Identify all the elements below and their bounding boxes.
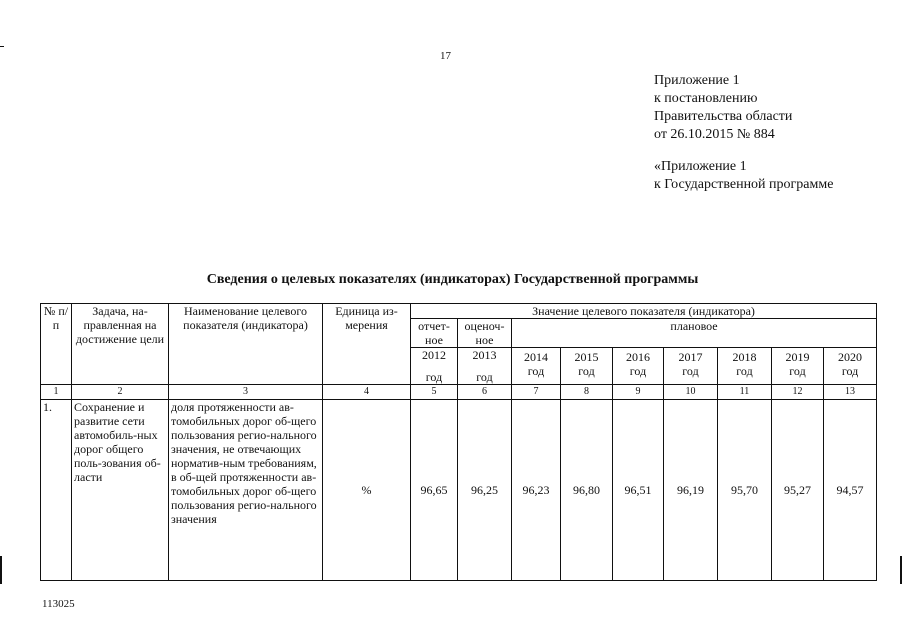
column-number: 12 [772, 385, 824, 400]
year-word: год [425, 370, 443, 384]
header-planned: плановое [512, 319, 877, 348]
header-year [512, 348, 561, 385]
column-number: 4 [323, 385, 411, 400]
appendix-line: Приложение 1 [654, 73, 740, 88]
year-value: 2017 [678, 350, 703, 364]
indicators-table [40, 303, 877, 581]
column-number: 6 [458, 385, 512, 400]
row-num: 1. [41, 400, 72, 581]
year-value: 2016 [626, 350, 650, 364]
page-number: 17 [440, 50, 451, 62]
scan-edge-mark [0, 46, 4, 47]
row-value: 96,25 [458, 400, 512, 581]
row-value: 96,51 [613, 400, 664, 581]
appendix-block [654, 72, 833, 194]
row-value: 96,80 [561, 400, 613, 581]
appendix-line: «Приложение 1 [654, 159, 747, 174]
header-unit: Единица из-мерения [323, 304, 411, 385]
year-word: год [527, 364, 545, 378]
scan-edge-mark [900, 556, 902, 584]
header-task: Задача, на-правленная на достижение цели [72, 304, 169, 385]
footer-code: 113025 [42, 598, 75, 610]
appendix-line: к Государственной программе [654, 177, 834, 192]
year-word: год [476, 370, 493, 384]
header-year [411, 348, 458, 385]
year-value: 2020 [838, 350, 863, 364]
row-value: 96,19 [664, 400, 718, 581]
header-indicator-name: Наименование целевого показателя (индикатора) [169, 304, 323, 385]
appendix-line: к постановлению [654, 91, 758, 106]
year-word: год [578, 364, 595, 378]
column-number: 7 [512, 385, 561, 400]
row-unit: % [323, 400, 411, 581]
year-word: год [736, 364, 753, 378]
header-year [613, 348, 664, 385]
year-value: 2018 [732, 350, 757, 364]
year-value: 2012 [422, 348, 446, 362]
header-value-group: Значение целевого показателя (индикатора) [411, 304, 877, 319]
column-number: 11 [718, 385, 772, 400]
header-year [561, 348, 613, 385]
row-value: 96,65 [411, 400, 458, 581]
appendix-line: Правительства области [654, 109, 793, 124]
column-number: 13 [824, 385, 877, 400]
column-number: 2 [72, 385, 169, 400]
appendix-line: от 26.10.2015 № 884 [654, 127, 775, 142]
row-value: 95,70 [718, 400, 772, 581]
header-year [824, 348, 877, 385]
year-value: 2015 [574, 350, 599, 364]
document-title: Сведения о целевых показателях (индикаторах) Государственной программы [206, 272, 699, 287]
column-number: 9 [613, 385, 664, 400]
year-word: год [789, 364, 806, 378]
header-year [458, 348, 512, 385]
column-number: 3 [169, 385, 323, 400]
header-reported: отчет-ное [411, 319, 458, 348]
row-value: 96,23 [512, 400, 561, 581]
header-estimated: оценоч-ное [458, 319, 512, 348]
row-value: 95,27 [772, 400, 824, 581]
row-value: 94,57 [824, 400, 877, 581]
year-value: 2019 [785, 350, 810, 364]
year-value: 2013 [472, 348, 497, 362]
header-num: № п/п [41, 304, 72, 385]
scan-edge-mark [0, 556, 2, 584]
column-number: 1 [41, 385, 72, 400]
year-word: год [682, 364, 699, 378]
column-number: 5 [411, 385, 458, 400]
table-row [41, 400, 877, 581]
row-indicator-name: доля протяженности ав-томобильных дорог об-щего пользования регио-нального значения, не отвечающих норматив-ным требованиям, в об-щей протяженности ав-томобильных дорог об-щего пользования регио-нального значения [169, 400, 323, 581]
year-word: год [629, 364, 647, 378]
header-year [772, 348, 824, 385]
row-task: Сохранение и развитие сети автомобиль-ных дорог общего поль-зования об-ласти [72, 400, 169, 581]
header-year [664, 348, 718, 385]
year-value: 2014 [524, 350, 548, 364]
column-number: 8 [561, 385, 613, 400]
header-year [718, 348, 772, 385]
year-word: год [841, 364, 859, 378]
column-number: 10 [664, 385, 718, 400]
